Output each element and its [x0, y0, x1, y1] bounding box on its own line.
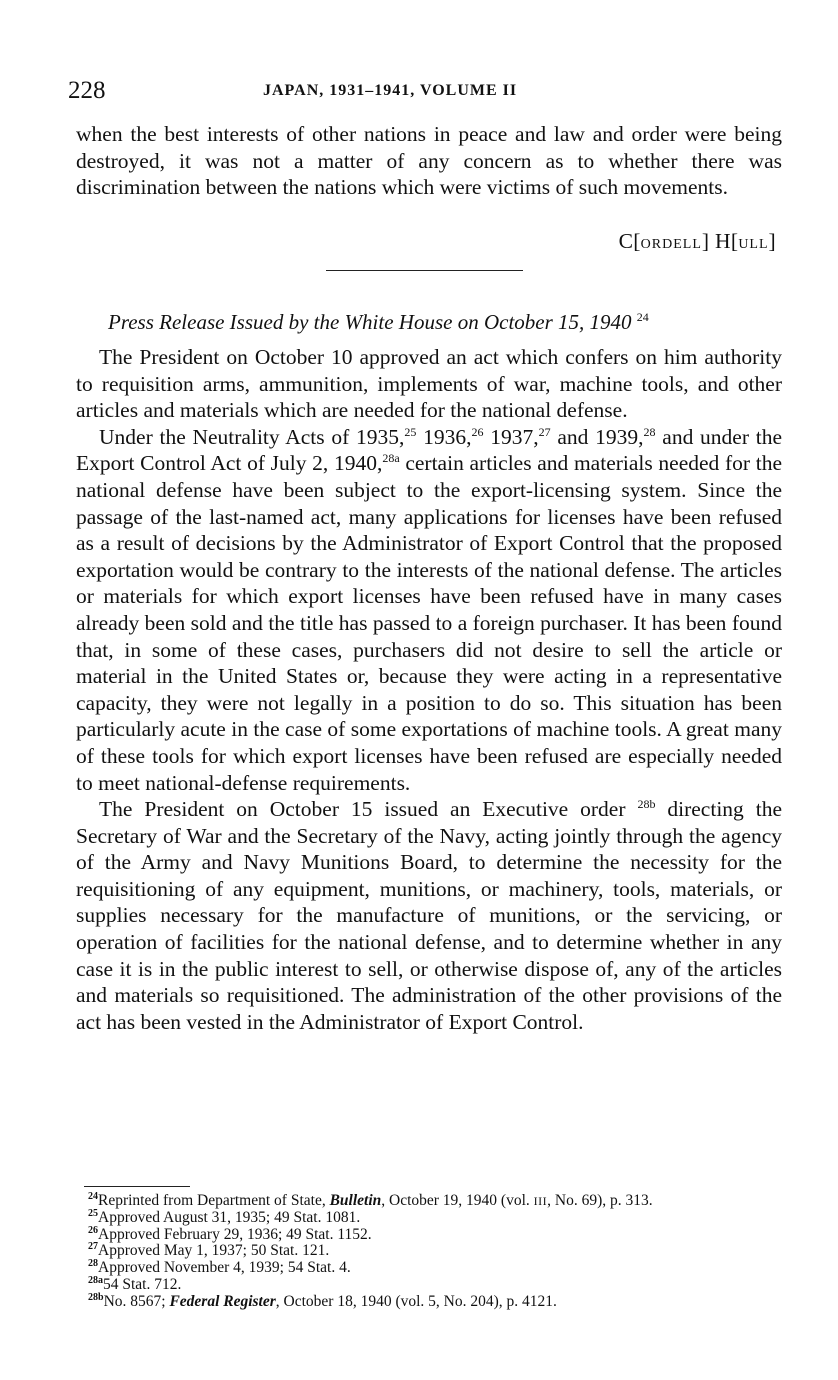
footnote-text: No. 8567; [103, 1292, 170, 1310]
footnote-mark: 28a [88, 1274, 103, 1286]
paragraph-2-part: and under the Export Control Act of July 2, 1940, [76, 424, 783, 476]
paragraph-3 [76, 796, 782, 1035]
section-divider [326, 270, 523, 271]
footnote-28b [76, 1291, 788, 1311]
footnote-text: 54 Stat. 712. [103, 1275, 182, 1293]
footnote-text: , October 19, 1940 (vol. [381, 1192, 534, 1209]
paragraph-3-part: The President on October 15 issued an Executive order [99, 797, 626, 822]
footnote-25 [76, 1207, 788, 1227]
footnote-mark: 25 [88, 1207, 98, 1219]
footnote-ref-25: 25 [404, 424, 417, 439]
footnote-mark: 26 [88, 1224, 98, 1236]
press-release-body [76, 344, 782, 1035]
footnote-ref-28: 28 [643, 424, 656, 439]
running-head [68, 76, 788, 106]
signature-end: ] [768, 229, 776, 253]
footnote-28 [76, 1260, 788, 1277]
paragraph-1: The President on October 10 approved an act which confers on him authority to requisition arms, ammunition, implements of war, machine tools, and other articles and materials which are needed for the national defense. [76, 345, 782, 423]
signature-h: ] H[ [701, 229, 739, 253]
footnote-rule [84, 1186, 190, 1187]
footnote-mark: 27 [88, 1241, 98, 1253]
footnote-text: , October 18, 1940 (vol. 5, No. 204), p. 4121. [275, 1292, 557, 1310]
signature [619, 228, 776, 258]
footnote-mark: 28 [88, 1258, 98, 1270]
footnote-text: Reprinted from Department of State, [98, 1192, 330, 1209]
paragraph-2-part: and 1939, [550, 424, 644, 449]
footnote-text: , No. 69), p. 313. [547, 1192, 653, 1209]
footnote-ref-27: 27 [538, 424, 551, 439]
footnote-text: Approved August 31, 1935; 49 Stat. 1081. [98, 1208, 361, 1226]
footnote-ref-26: 26 [471, 424, 484, 439]
paragraph-2-part: Under the Neutrality Acts of 1935, [99, 424, 405, 449]
page-number: 228 [68, 77, 106, 104]
document-title-text: Press Release Issued by the White House on October 15, 1940 [108, 310, 632, 334]
footnote-text-smallcaps: III [533, 1194, 548, 1208]
footnote-mark: 24 [88, 1190, 98, 1202]
prior-document-ending [76, 121, 782, 201]
footnotes [76, 1190, 788, 1311]
paragraph-2-part: certain articles and materials needed for the national defense have been subject to the export-licensing system. Since the passage of the last-named act, many applications for licenses have been refused as a result of decisions by the Administrator of Export Control that the proposed exportation would be contrary to the interests of the national defense. The articles or materials for which export licenses have been refused have in many cases already been sold and the title has passed to a foreign purchaser. It has been found that, in some of these cases, purchasers did not desire to sell the article or material in the United States or, because they were acting in a representative capacity, they were not legally in a position to do so. This situation has been particularly acute in the case of some exportations of machine tools. A great many of these tools for which export licenses have been refused are especially needed to meet national-defense requirements. [76, 451, 782, 795]
footnote-ref-28b: 28b [637, 796, 656, 811]
footnote-text: Approved November 4, 1939; 54 Stat. 4. [98, 1259, 351, 1277]
footnote-27 [76, 1243, 788, 1260]
footnote-text: Approved May 1, 1937; 50 Stat. 121. [98, 1242, 330, 1260]
footnote-text-italic: Federal Register [169, 1292, 276, 1310]
prior-paragraph: when the best interests of other nations in peace and law and order were being destroyed, it was not a matter of any concern as to whether there was discrimination between the nations which were victims of such movements. [76, 122, 782, 200]
signature-c: C[ [618, 229, 641, 253]
footnote-text: Approved February 29, 1936; 49 Stat. 1152. [98, 1225, 372, 1243]
footnote-26 [76, 1224, 788, 1244]
footnote-28a [76, 1274, 788, 1294]
paragraph-2-part: 1936, [416, 424, 472, 449]
document-title [108, 308, 649, 336]
paragraph-2-part: 1937, [483, 424, 539, 449]
footnote-text-italic: Bulletin [329, 1192, 382, 1209]
signature-ordell: ORDELL [640, 237, 702, 252]
title-footnote-ref: 24 [636, 310, 649, 324]
paragraph-3-part: directing the Secretary of War and the Secretary of the Navy, acting jointly through the agency of the Army and Navy Munitions Board, to determine the necessity for the requisitioning of any equipment, munitions, or machinery, tools, materials, or supplies necessary for the manufacture of munitions, or the servicing, or operation of facilities for the national defense, and to determine whether in any case it is in the public interest to sell, or otherwise dispose of, any of the articles and materials so requisitioned. The administration of the other provisions of the act has been vested in the Administrator of Export Control. [76, 797, 782, 1034]
paragraph-2 [76, 424, 782, 796]
footnote-mark: 28b [88, 1291, 104, 1303]
signature-ull: ULL [738, 237, 769, 252]
footnote-ref-28a: 28a [382, 451, 400, 466]
footnote-24 [76, 1190, 788, 1210]
running-title: JAPAN, 1931–1941, VOLUME II [263, 82, 518, 99]
